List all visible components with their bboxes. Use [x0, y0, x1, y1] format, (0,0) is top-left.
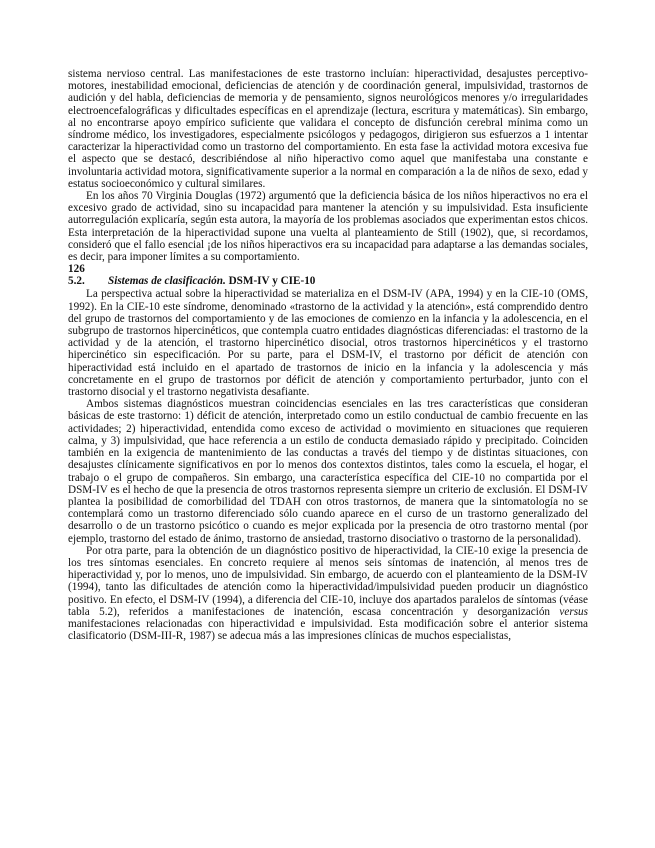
paragraph-diagnosis-text-end: manifestaciones relacionadas con hiperactividad e impulsividad. Esta modificación sobre el anterior sistema clasificatorio (DSM-III-R, 1987) se adecua más a las impresiones clínicas de muchos especialistas, — [68, 617, 588, 643]
paragraph-intro-continuation: sistema nervioso central. Las manifestaciones de este trastorno incluían: hiperactividad, desajustes perceptivo-motores, inestabilidad emocional, deficiencias de atención y de coordinación general, impulsividad, trastornos de audición y del habla, deficiencias de memoria y de pensamiento, signos neurológicos menores y/o irregularidades electroencefalográficas y dificultades específicas en el aprendizaje (lectura, escritura y matemáticas). Sin embargo, al no encontrarse apoyo empírico suficiente que validara el concepto de disfunción cerebral mínima como un síndrome médico, los investigadores, especialmente psicólogos y pedagogos, dirigieron sus esfuerzos a 1 intentar caracterizar la hiperactividad como un trastorno del comportamiento. En esta fase la actividad motora excesiva fue el aspecto que se destacó, describiéndose al niño hiperactivo como aquel que manifestaba una constante e involuntaria actividad motora, significativamente superior a la normal en comparación a la de niños de sexo, edad y estatus socioeconómico y cultural similares. — [68, 68, 588, 190]
document-page — [68, 68, 588, 642]
paragraph-diagnosis-text-start: Por otra parte, para la obtención de un diagnóstico positivo de hiperactividad, la CIE-10 exige la presencia de los tres síntomas esenciales. En concreto requiere al menos seis síntomas de inatención, al menos tres de hiperactividad y, por lo menos, uno de impulsividad. Sin embargo, de acuerdo con el planteamiento de la DSM-IV (1994), tanto las dificultades de atención como la hiperactividad/impulsividad pueden producir un diagnóstico positivo. En efecto, el DSM-IV (1994), a diferencia del CIE-10, incluye dos apartados paralelos de síntomas (véase tabla 5.2), referidos a manifestaciones de inatención, escasa concentración y desorganización — [68, 544, 588, 618]
section-title: Sistemas de clasificación. — [108, 275, 226, 288]
section-heading — [68, 275, 588, 288]
paragraph-current-perspective: La perspectiva actual sobre la hiperactividad se materializa en el DSM-IV (APA, 1994) y en la CIE-10 (OMS, 1992). En la CIE-10 este síndrome, denominado «trastorno de la actividad y la atención», está comprendido dentro del grupo de trastornos del comportamiento y de las emociones de comienzo en la infancia y la adolescencia, en el subgrupo de trastornos hipercinéticos, que contempla cuatro entidades diagnósticas diferenciadas: el trastorno de la actividad y de la atención, el trastorno hipercinético disocial, otros trastornos hipercinéticos y el trastorno hipercinético sin especificación. Por su parte, para el DSM-IV, el trastorno por déficit de atención con hiperactividad está incluido en el apartado de trastornos de inicio en la infancia y la adolescencia y más concretamente en el grupo de trastornos por déficit de atención y comportamiento perturbador, junto con el trastorno disocial y el trastorno negativista desafiante. — [68, 288, 588, 399]
paragraph-both-systems: Ambos sistemas diagnósticos muestran coincidencias esenciales en las tres características que consideran básicas de este trastorno: 1) déficit de atención, interpretado como un estilo conductual de cambio frecuente en las actividades; 2) hiperactividad, entendida como exceso de actividad o movimiento en situaciones que requieren calma, y 3) impulsividad, que hace referencia a un estilo de conducta demasiado rápido y precipitado. Coinciden también en la exigencia de mantenimiento de las conductas a través del tiempo y de distintas situaciones, con desajustes clínicamente significativos en por lo menos dos contextos distintos, tales como la escuela, el hogar, el trabajo o el grupo de compañeros. Sin embargo, una característica específica del CIE-10 no compartida por el DSM-IV es el hecho de que la presencia de otros trastornos representa siempre un criterio de exclusión. El DSM-IV plantea la posibilidad de comorbilidad del TDAH con otros trastornos, de manera que la sintomatología no se contemplará como un trastorno diferenciado sólo cuando aparece en el curso de un trastorno generalizado del desarrollo o de un trastorno psicótico o cuando es mejor explicada por la presencia de otro trastorno mental (por ejemplo, trastorno del estado de ánimo, trastorno de ansiedad, trastorno disociativo o trastorno de la personalidad). — [68, 398, 588, 545]
section-number: 5.2. — [68, 275, 85, 288]
page-number: 126 — [68, 263, 85, 276]
paragraph-diagnosis — [68, 545, 588, 643]
paragraph-douglas: En los años 70 Virginia Douglas (1972) argumentó que la deficiencia básica de los niños hiperactivos no era el excesivo grado de actividad, sino su incapacidad para mantener la atención y su impulsividad. Esta insuficiente autorregulación explicaría, según esta autora, la mayoría de los problemas asociados que experimentan estos chicos. Esta interpretación de la hiperactividad supone una vuelta al planteamiento de Still (1902), que, si recordamos, consideró que el fallo esencial ¡de los niños hiperactivos era su incapacidad para adaptarse a las demandas sociales, es decir, para imponer límites a su comportamiento. — [68, 190, 588, 264]
section-title-suffix: DSM-IV y CIE-10 — [228, 275, 316, 288]
emphasis-versus: versus — [559, 605, 588, 618]
